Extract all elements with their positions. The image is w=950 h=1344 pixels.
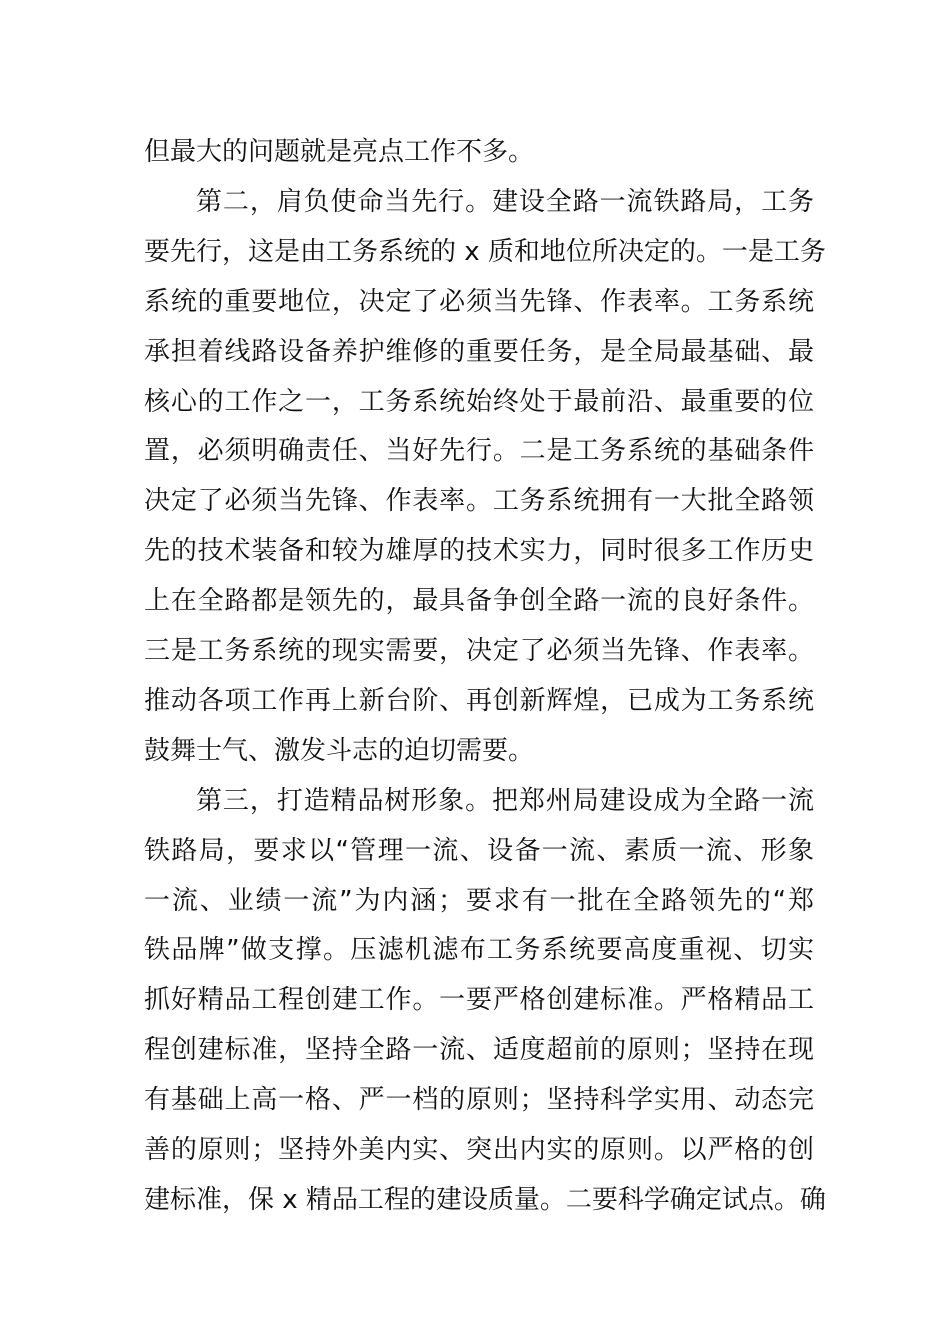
text-line: 但最大的问题就是亮点工作不多。 — [144, 137, 535, 167]
text-line: 核心的工作之一，工务系统始终处于最前沿、最重要的位 — [144, 386, 814, 417]
text-line: 系统的重要地位，决定了必须当先锋、作表率。工务系统 — [144, 286, 814, 317]
text-line: 要先行，这是由工务系统的 x 质和地位所决定的。一是工务 — [144, 236, 826, 267]
text-line: 置，必须明确责任、当好先行。二是工务系统的基础条件 — [144, 436, 814, 467]
text-line: 推动各项工作再上新台阶、再创新辉煌，已成为工务系统 — [144, 685, 814, 716]
text-line: 有基础上高一格、严一档的原则；坚持科学实用、动态完 — [144, 1085, 814, 1116]
text-line: 善的原则；坚持外美内实、突出内实的原则。以严格的创 — [144, 1135, 814, 1165]
text-line: 一流、业绩一流”为内涵；要求有一批在全路领先的“郑 — [144, 885, 814, 916]
text-line: 抓好精品工程创建工作。一要严格创建标准。严格精品工 — [144, 985, 814, 1016]
text-line: 鼓舞士气、激发斗志的迫切需要。 — [144, 735, 535, 766]
text-line: 程创建标准，坚持全路一流、适度超前的原则；坚持在现 — [144, 1035, 814, 1066]
text-line: 决定了必须当先锋、作表率。工务系统拥有一大批全路领 — [144, 486, 814, 517]
text-line: 铁路局，要求以“管理一流、设备一流、素质一流、形象 — [144, 835, 814, 866]
text-line: 先的技术装备和较为雄厚的技术实力，同时很多工作历史 — [144, 536, 814, 567]
text-line: 第三，打造精品树形象。把郑州局建设成为全路一流 — [196, 785, 814, 816]
text-line: 铁品牌”做支撑。压滤机滤布工务系统要高度重视、切实 — [144, 935, 814, 966]
text-line: 承担着线路设备养护维修的重要任务，是全局最基础、最 — [144, 336, 814, 367]
text-line: 三是工务系统的现实需要，决定了必须当先锋、作表率。 — [144, 636, 814, 666]
text-line: 第二，肩负使命当先行。建设全路一流铁路局，工务 — [196, 186, 814, 217]
text-line: 上在全路都是领先的，最具备争创全路一流的良好条件。 — [144, 586, 814, 617]
text-line: 建标准，保 x 精品工程的建设质量。二要科学确定试点。确 — [144, 1184, 826, 1215]
